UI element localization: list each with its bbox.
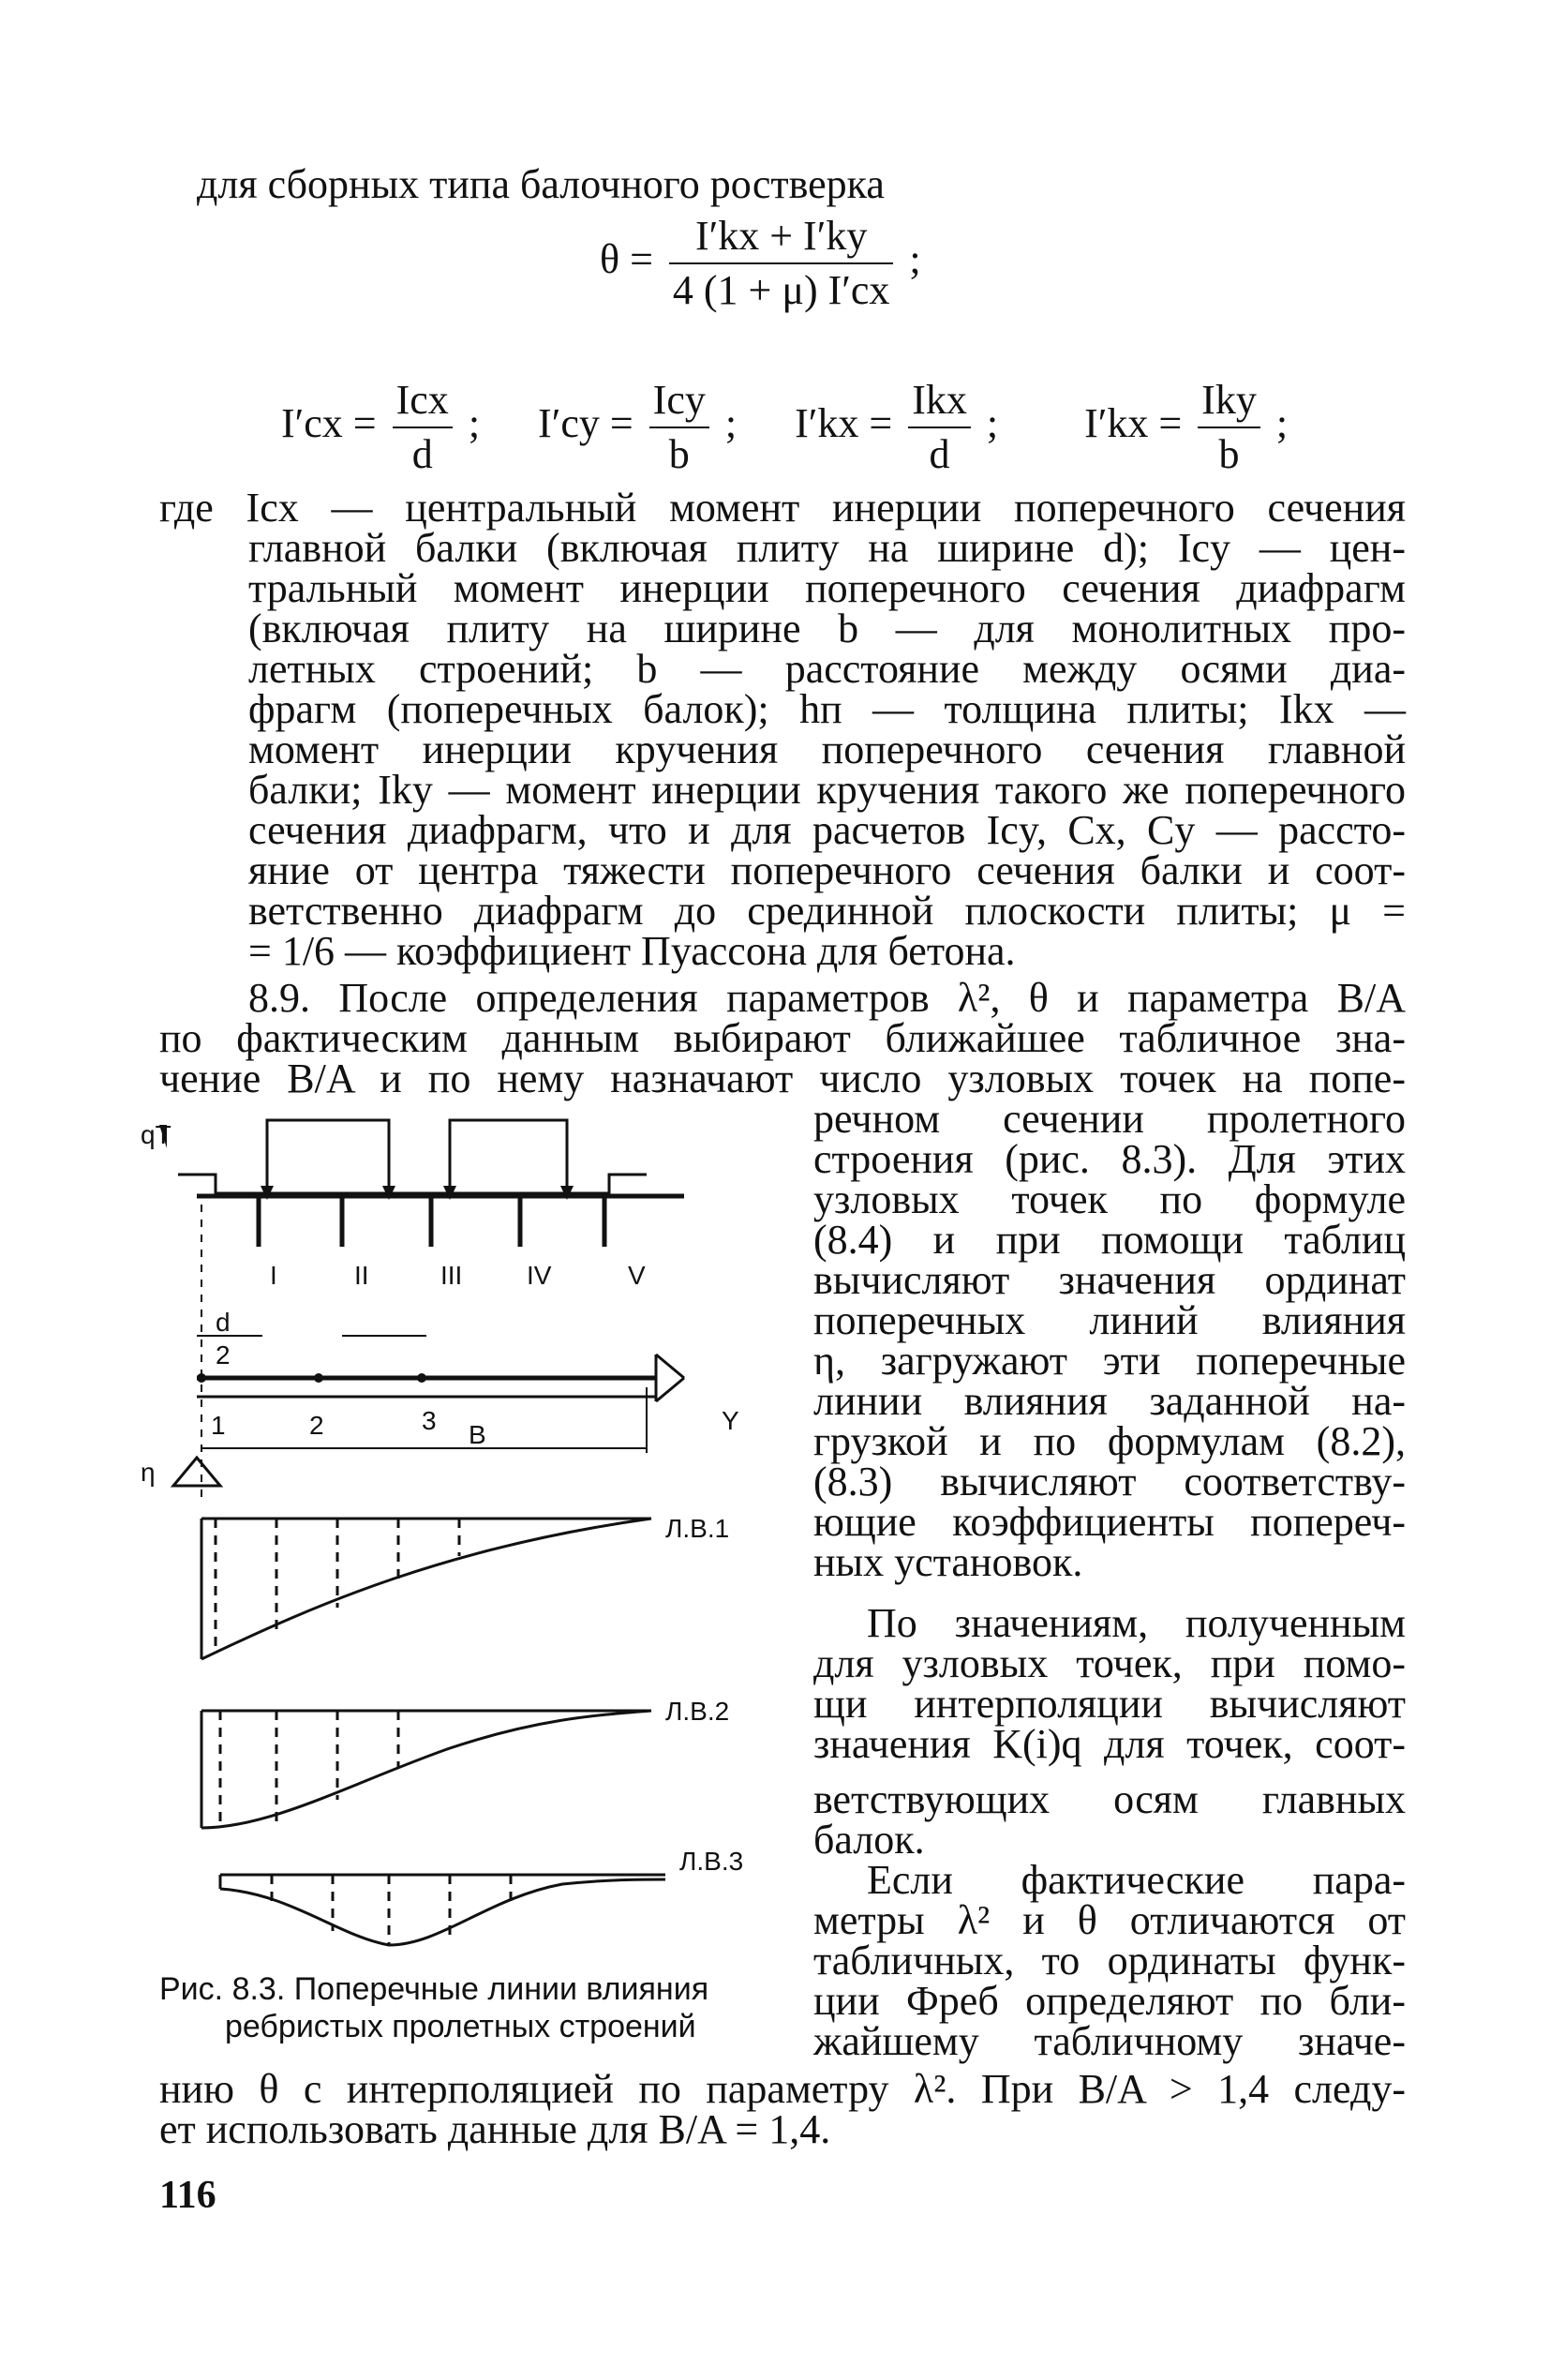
axis-arrow-top [656, 1355, 684, 1378]
para-line: чение B/A и по нему назначают число узловых точек на попе- [159, 1055, 1406, 1101]
axis-arrow-bottom [656, 1378, 684, 1401]
theta-numerator: I′kx + I′ky [669, 216, 894, 264]
formula-term-3-den: d [929, 431, 950, 477]
support-triangle [173, 1458, 220, 1486]
influence-line-label: Л.В.2 [665, 1697, 730, 1726]
final-line: нию θ с интерполяцией по параметру λ². При B/A > 1,4 следу- [159, 2066, 1406, 2112]
right-col-line: (8.4) и при помощи таблиц [813, 1217, 1406, 1263]
load-step-outline [178, 1175, 647, 1193]
right-col-line: По значениям, полученным [867, 1600, 1406, 1646]
formula-term-3-num: Ikx [908, 380, 971, 428]
right-col-line: η, загружают эти поперечные [813, 1338, 1406, 1384]
dim-d-label: d [216, 1308, 231, 1337]
body-line: балки; Iky — момент инерции кручения такого же поперечного [248, 767, 1406, 813]
body-line: сечения диафрагм, что и для расчетов Icy, Cx, Cy — рассто- [248, 807, 1406, 853]
beam-label: I [270, 1261, 277, 1290]
right-col-line: метры λ² и θ отличаются от [813, 1897, 1406, 1943]
body-line: = 1/6 — коэффициент Пуассона для бетона. [248, 928, 1016, 974]
body-line: (включая плиту на ширине b — для монолитных про- [248, 606, 1406, 651]
formula-term-4-fraction [1198, 377, 1260, 477]
formula-term-4-num: Iky [1198, 380, 1260, 428]
formula-sep-1: ; [468, 400, 481, 447]
formula-sep-2: ; [724, 400, 738, 447]
formula-term-1-num: Icx [393, 380, 453, 428]
beam-label: III [440, 1261, 463, 1290]
right-col-line: строения (рис. 8.3). Для этих [813, 1136, 1406, 1182]
right-col-line: табличных, то ординаты функ- [813, 1938, 1406, 1983]
node-point-3 [417, 1373, 426, 1383]
formula-sep-4: ; [1275, 400, 1289, 447]
formula-term-3-fraction [908, 377, 971, 477]
page-number: 116 [159, 2174, 216, 2217]
formula-term-2-lhs: I′cy = [538, 400, 633, 447]
formula-term-1-fraction [393, 377, 453, 477]
eta-label: η [141, 1458, 156, 1487]
figure-caption-line-2: ребристых пролетных строений [225, 2009, 696, 2044]
right-col-line: грузкой и по формулам (8.2), [813, 1418, 1406, 1464]
node-label: 2 [309, 1411, 324, 1440]
figure-caption-line-1: Рис. 8.3. Поперечные линии влияния [159, 1971, 709, 2007]
wheel-bogie-2 [450, 1120, 567, 1198]
body-line: главной балки (включая плиту на ширине d); Icy — цен- [248, 525, 1406, 571]
right-col-line: Если фактические пара- [867, 1857, 1406, 1903]
right-col-line: ветствующих осям главных [813, 1776, 1406, 1822]
dim-b-label: B [469, 1420, 486, 1449]
right-col-line: для узловых точек, при помо- [813, 1640, 1406, 1686]
final-line: ет использовать данные для B/A = 1,4. [159, 2106, 831, 2152]
formula-term-2-fraction [649, 377, 709, 477]
right-col-line: балок. [813, 1817, 925, 1863]
formula-term-4-lhs: I′kx = [1084, 400, 1183, 447]
influence-line-1 [201, 1519, 651, 1659]
theta-fraction [669, 213, 894, 313]
influence-line-label: Л.В.1 [665, 1514, 730, 1543]
influence-line-3 [220, 1875, 665, 1945]
dim-2-label: 2 [216, 1340, 231, 1370]
right-col-line: линии влияния заданной на- [813, 1378, 1406, 1424]
body-line: яние от центра тяжести поперечного сечения балки и соот- [248, 847, 1406, 893]
right-col-line: ных установок. [813, 1539, 1083, 1585]
formula-term-1-lhs: I′cx = [281, 400, 377, 447]
right-col-line: ции Фреб определяют по бли- [813, 1978, 1406, 2024]
node-label: 3 [422, 1406, 437, 1435]
theta-denominator: 4 (1 + μ) I′cx [672, 267, 890, 313]
right-col-line: узловых точек по формуле [813, 1176, 1406, 1222]
body-line: фрагм (поперечных балок); hп — толщина плиты; Ikx — [248, 686, 1406, 732]
body-line: летных строений; b — расстояние между осями диа- [248, 646, 1406, 692]
formula-term-4-den: b [1218, 431, 1240, 477]
beam-label: II [354, 1261, 369, 1290]
inertia-formulas [281, 377, 1289, 477]
right-col-line: поперечных линий влияния [813, 1297, 1406, 1343]
node-label: 1 [211, 1411, 226, 1440]
axis-y-label: Y [722, 1406, 739, 1435]
para-line: по фактическим данным выбирают ближайшее табличное зна- [159, 1015, 1406, 1061]
formula-sep-3: ; [986, 400, 999, 447]
formula-term-2-num: Icy [649, 380, 709, 428]
body-line: ветственно диафрагм до срединной плоскости плиты; μ = [248, 888, 1406, 934]
formula-term-2-den: b [668, 431, 690, 477]
influence-line-label: Л.В.3 [679, 1847, 744, 1876]
theta-semicolon: ; [909, 236, 921, 283]
formula-term-1-den: d [411, 431, 433, 477]
right-col-line: щи интерполяции вычисляют [813, 1681, 1406, 1727]
body-line: где Icx — центральный момент инерции поперечного сечения [159, 485, 1406, 531]
body-line: момент инерции кручения поперечного сечения главной [248, 726, 1406, 772]
theta-lhs: θ = [600, 236, 653, 283]
theta-formula [600, 213, 921, 313]
influence-line-2 [201, 1711, 651, 1828]
beam-label: IV [527, 1261, 552, 1290]
load-label: qT [141, 1120, 171, 1149]
body-line: тральный момент инерции поперечного сечения диафрагм [248, 565, 1406, 611]
right-col-line: значения K(i)q для точек, соот- [813, 1721, 1406, 1767]
formula-term-3-lhs: I′kx = [795, 400, 893, 447]
node-point-1 [197, 1373, 206, 1383]
right-col-line: речном сечении пролетного [813, 1096, 1406, 1142]
right-col-line: (8.3) вычисляют соответству- [813, 1459, 1406, 1504]
right-col-line: вычисляют значения ординат [813, 1257, 1406, 1303]
figure-8-3 [141, 1106, 768, 1950]
node-point-2 [314, 1373, 323, 1383]
beam-label: V [628, 1261, 646, 1290]
wheel-bogie-1 [267, 1120, 389, 1198]
right-col-line: ющие коэффициенты попереч- [813, 1499, 1406, 1545]
para-line: 8.9. После определения параметров λ², θ и параметра B/A [248, 975, 1406, 1021]
right-col-line: жайшему табличному значе- [813, 2018, 1406, 2064]
intro-text: для сборных типа балочного ростверка [197, 161, 885, 207]
